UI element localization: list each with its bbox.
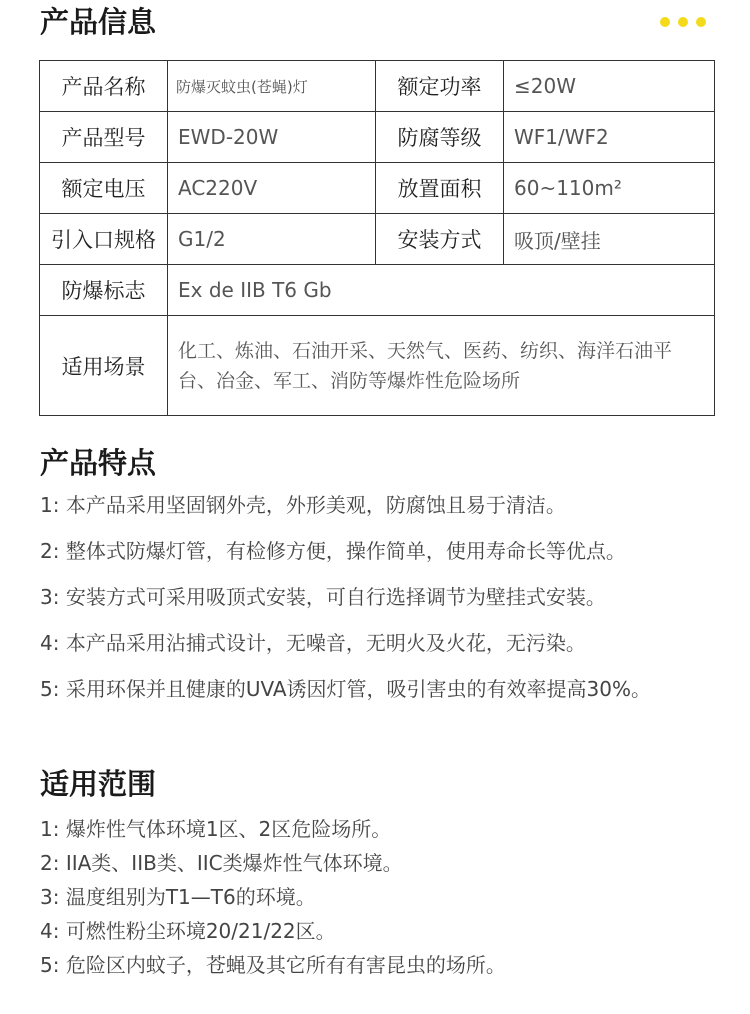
list-item: 3: 温度组别为T1—T6的环境。 [40, 885, 316, 909]
label-rated-power: 额定功率 [376, 61, 504, 112]
label-rated-voltage: 额定电压 [40, 163, 168, 214]
label-explosion-mark: 防爆标志 [40, 265, 168, 316]
table-row [40, 163, 715, 214]
list-item: 5: 采用环保并且健康的UVA诱因灯管，吸引害虫的有效率提高30%。 [40, 677, 651, 701]
table-row [40, 214, 715, 265]
value-application: 化工、炼油、石油开采、天然气、医药、纺织、海洋石油平台、冶金、军工、消防等爆炸性危险场所 [168, 316, 715, 416]
table-row [40, 112, 715, 163]
scope-list [40, 812, 720, 982]
list-item: 1: 本产品采用坚固钢外壳，外形美观，防腐蚀且易于清洁。 [40, 493, 566, 517]
value-inlet-spec: G1/2 [168, 214, 376, 265]
label-coverage-area: 放置面积 [376, 163, 504, 214]
label-inlet-spec: 引入口规格 [40, 214, 168, 265]
value-rated-voltage: AC220V [168, 163, 376, 214]
label-rated-power-name: 产品名称 [40, 61, 168, 112]
label-anticorrosion: 防腐等级 [376, 112, 504, 163]
table-row [40, 61, 715, 112]
list-item: 2: 整体式防爆灯管，有检修方便，操作简单，使用寿命长等优点。 [40, 539, 626, 563]
value-install-method: 吸顶/壁挂 [504, 214, 715, 265]
value-model: EWD-20W [168, 112, 376, 163]
list-item: 2: IIA类、IIB类、IIC类爆炸性气体环境。 [40, 851, 403, 875]
table-row [40, 316, 715, 416]
dot-icon [660, 17, 670, 27]
value-explosion-mark: Ex de IIB T6 Gb [168, 265, 715, 316]
dot-icon [678, 17, 688, 27]
list-item: 1: 爆炸性气体环境1区、2区危险场所。 [40, 817, 392, 841]
list-item: 5: 危险区内蚊子，苍蝇及其它所有有害昆虫的场所。 [40, 953, 506, 977]
label-model: 产品型号 [40, 112, 168, 163]
features-list [40, 489, 720, 719]
product-info-title: 产品信息 [40, 5, 157, 39]
table-row [40, 265, 715, 316]
value-rated-power: ≤20W [504, 61, 715, 112]
label-install-method: 安装方式 [376, 214, 504, 265]
list-item: 4: 本产品采用沾捕式设计，无噪音，无明火及火花，无污染。 [40, 631, 586, 655]
label-application: 适用场景 [40, 316, 168, 416]
list-item: 3: 安装方式可采用吸顶式安装，可自行选择调节为壁挂式安装。 [40, 585, 606, 609]
value-coverage-area: 60~110m² [504, 163, 715, 214]
scope-title: 适用范围 [40, 767, 157, 801]
dot-icon [696, 17, 706, 27]
more-dots-icon [660, 17, 706, 31]
value-anticorrosion: WF1/WF2 [504, 112, 715, 163]
value-product-name: 防爆灭蚊虫(苍蝇)灯 [168, 61, 376, 112]
list-item: 4: 可燃性粉尘环境20/21/22区。 [40, 919, 336, 943]
features-title: 产品特点 [40, 446, 157, 480]
spec-table [39, 60, 715, 416]
